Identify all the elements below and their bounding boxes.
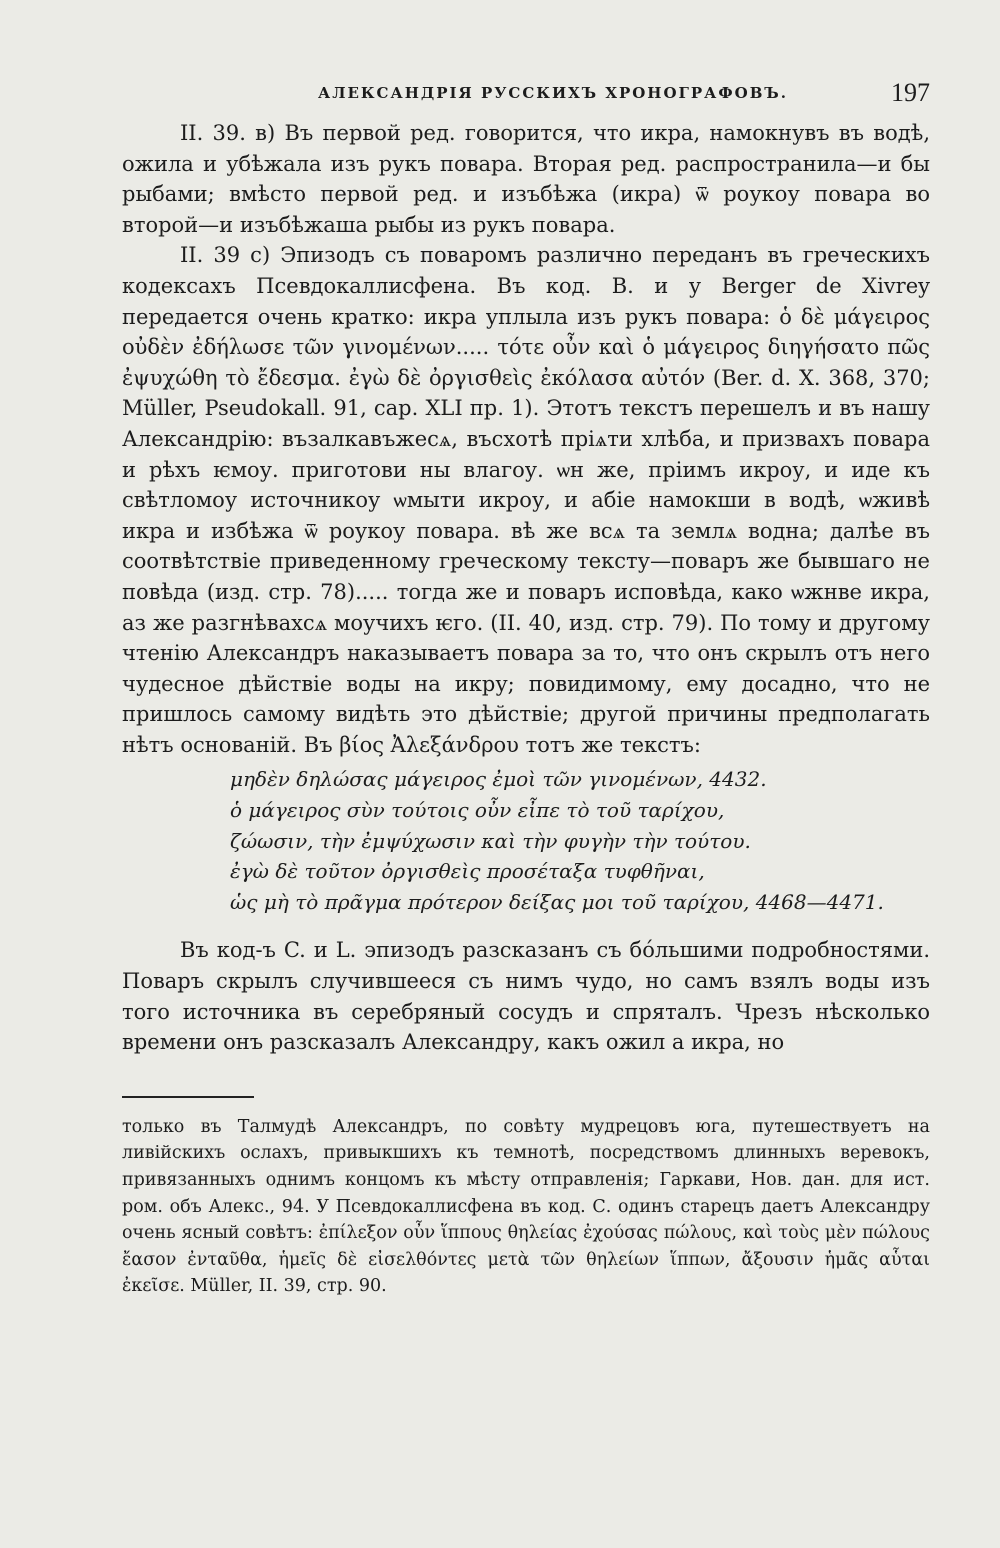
greek-verse-quotation — [230, 764, 930, 917]
page-header — [122, 78, 930, 118]
verse-line: ζώωσιν, τὴν ἐμψύχωσιν καὶ τὴν φυγὴν τὴν τούτου. — [230, 828, 751, 853]
paragraph-codex-c-l: Въ код-ъ C. и L. эпизодъ разсказанъ съ бо́льшими подробностями. Поваръ скрылъ случившееся съ нимъ чудо, но самъ взялъ воды изъ того источника въ серебряный сосудъ и спряталъ. Чрезъ нѣсколько времени онъ разсказалъ Александру, какъ ожил а икра, но — [122, 938, 930, 1055]
verse-line: ὁ μάγειρος σὺν τούτοις οὖν εἶπε τὸ τοῦ ταρίχου, — [230, 798, 725, 823]
footnote-separator — [122, 1096, 254, 1098]
running-head: АЛЕКСАНДРІЯ РУССКИХЪ ХРОНОГРАФОВЪ. — [318, 84, 788, 102]
verse-line: ἐγὼ δὲ τοῦτον ὀργισθεὶς προσέταξα τυφθῆναι, — [230, 859, 705, 884]
page-number: 197 — [891, 78, 930, 107]
paragraph-ii-39-b: II. 39. в) Въ первой ред. говорится, что икра, намокнувъ въ водѣ, ожила и убѣжала изъ рукъ повара. Вторая ред. распространила—и бы рыбами; вмѣсто первой ред. и изъбѣжа (икра) ѿ роукоу повара во второй—и изъбѣжаша рыбы из рукъ повара. — [122, 121, 930, 237]
verse-line: μηδὲν δηλώσας μάγειρος ἐμοὶ τῶν γινομένων, 4432. — [230, 767, 767, 792]
verse-line: ὡς μὴ τὸ πρᾶγμα πρότερον δείξας μοι τοῦ ταρίχου, 4468—4471. — [230, 889, 884, 914]
footnote: только въ Талмудѣ Александръ, по совѣту мудрецовъ юга, путешествуетъ на ливійскихъ ослахъ, привыкшихъ къ темнотѣ, посредствомъ длинныхъ веревокъ, привязанныхъ однимъ концомъ къ мѣсту отправленія; Гаркави, Нов. дан. для ист. ром. объ Алекс., 94. У Псевдокаллисфена въ код. С. одинъ старецъ даетъ Александру очень ясный совѣтъ: ἐπίλεξον οὖν ἵππους θηλείας ἐχούσας πώλους, καὶ τοὺς μὲν πώλους ἔασον ἐνταῦθα, ἡμεῖς δὲ εἰσελθόντες μετὰ τῶν θηλείων ἵππων, ἄξουσιν ἡμᾶς αὗται ἐκεῖσε. Müller, II. 39, стр. 90. — [122, 1116, 930, 1297]
paragraph-ii-39-c: II. 39 с) Эпизодъ съ поваромъ различно переданъ въ греческихъ кодексахъ Псевдокаллисфена. Въ код. В. и у Berger de Xivrey передается очень кратко: икра уплыла изъ рукъ повара: ὁ δὲ μάγειρος οὐδὲν ἐδήλωσε τῶν γινομένων..... τότε οὖν καὶ ὁ μάγειρος διηγήσατο πῶς ἐψυχώθη τὸ ἔδεσμα. ἐγὼ δὲ ὀργισθεὶς ἐκόλασα αὐτόν (Ber. d. X. 368, 370; Müller, Pseudokall. 91, cap. XLI пр. 1). Этотъ текстъ перешелъ и въ нашу Александрію: възалкавъжесѧ, въсхотѣ пріѧти хлѣба, и призвахъ повара и рѣхъ ѥмоу. приготови ны влагоу. ѡн же, пріимъ икроу, и иде къ свѣтломоу источникоу ѡмыти икроу, и абіе намокши в водѣ, ѡживѣ икра и избѣжа ѿ роукоу повара. вѣ же всѧ та землѧ водна; далѣе въ соотвѣтствіе приведенному греческому тексту—поваръ же бывшаго не повѣда (изд. стр. 78)..... тогда же и поваръ исповѣда, како ѡжнве икра, аз же разгнѣвахсѧ моучихъ ѥго. (II. 40, изд. стр. 79). По тому и другому чтенію Александръ наказываетъ повара за то, что онъ скрылъ отъ него чудесное дѣйствіе воды на икру; повидимому, ему досадно, что не пришлось самому видѣть это дѣйствіе; другой причины предполагать нѣтъ основаній. Въ βίος Ἀλεξάνδρου тотъ же текстъ: — [122, 243, 930, 757]
